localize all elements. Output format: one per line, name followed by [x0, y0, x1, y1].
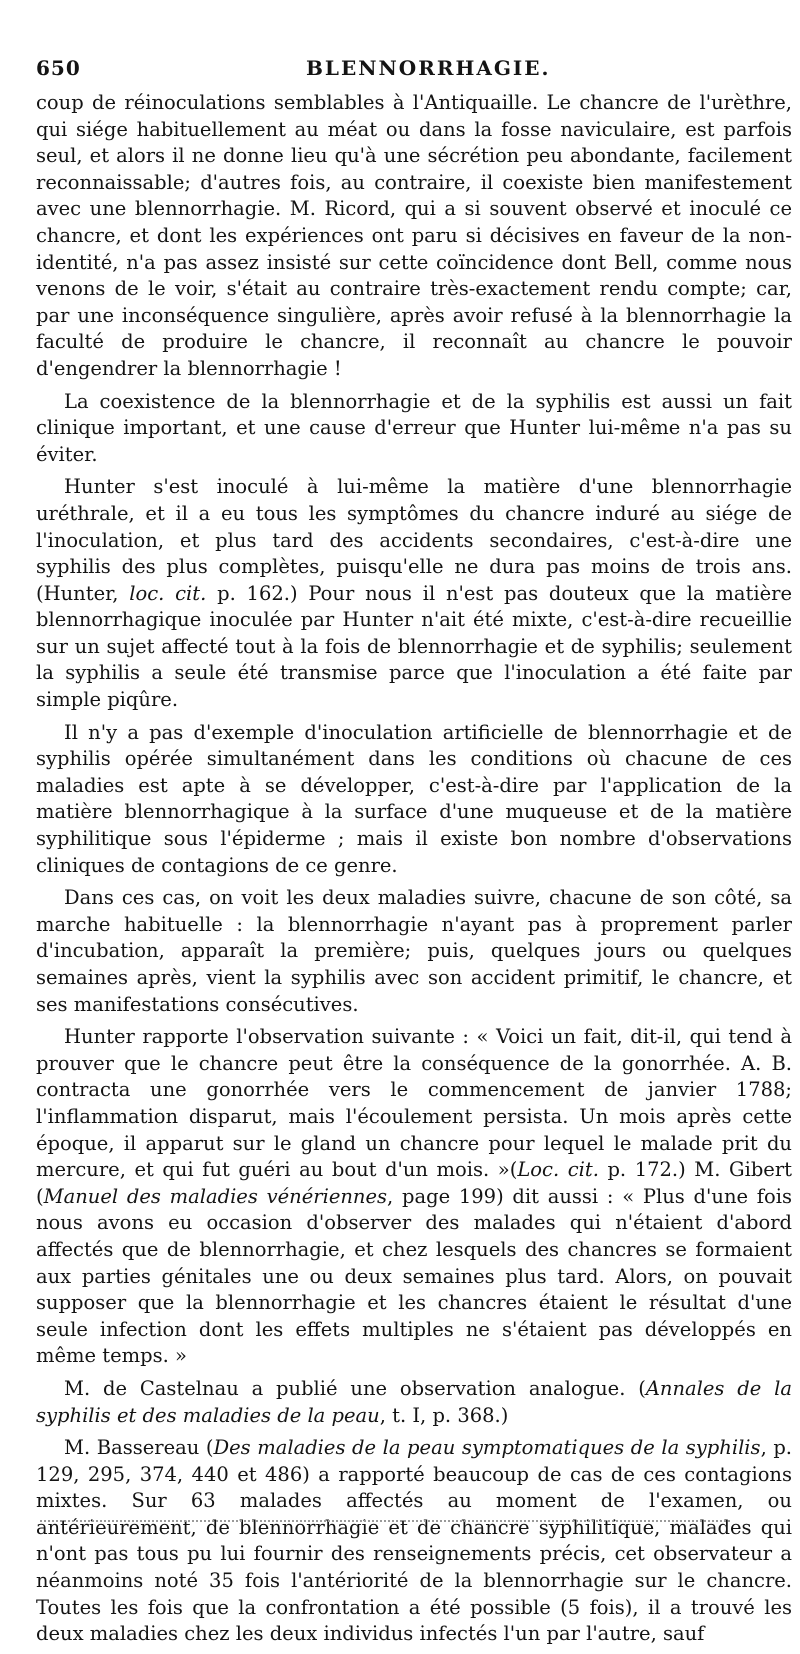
- text-run: p. 172.) M. Gibert (: [36, 1158, 792, 1208]
- page-bottom-scan-marks: [40, 1520, 730, 1522]
- running-header: [36, 56, 792, 90]
- book-page: [36, 56, 792, 1654]
- text-run: p. 162.) Pour nous il n'est pas douteux que la matière blennorrhagique inoculée par Hunter n'ait été mixte, c'est-à-dire recueillie sur un sujet affecté tout à la fois de blennorrhagie et de syphilis; seulement la syphilis a seule été transmise parce que l'inoculation a été faite par simple piqûre.: [36, 581, 792, 712]
- page-number: 650: [36, 56, 81, 80]
- running-title: BLENNORRHAGIE.: [306, 56, 551, 80]
- paragraph: [36, 885, 792, 1018]
- italic-citation: Loc. cit.: [517, 1158, 599, 1182]
- paragraph: [36, 90, 792, 383]
- text-run: , t. I, p. 368.): [379, 1403, 509, 1427]
- paragraph: [36, 1435, 792, 1648]
- italic-citation: Des maladies de la peau symptomatiques de la syphilis: [213, 1436, 761, 1460]
- paragraph: [36, 474, 792, 713]
- text-run: Dans ces cas, on voit les deux maladies suivre, chacune de son côté, sa marche habituelle : la blennorrhagie n'ayant pas à proprement parler d'incubation, apparaît la première; puis, quelques jours ou quelques semaines après, vient la syphilis avec son accident primitif, le chancre, et ses manifestations consécutives.: [36, 886, 792, 1016]
- body-text: [36, 90, 792, 1648]
- text-run: Hunter rapporte l'observation suivante : « Voici un fait, dit-il, qui tend à prouver que le chancre peut être la conséquence de la gonorrhée. A. B. contracta une gonorrhée vers le commencement de janvier 1788; l'inflammation disparut, mais l'écoulement persista. Un mois après cette époque, il apparut sur le gland un chancre pour lequel le malade prit du mercure, et qui fut guéri au bout d'un mois. »(: [36, 1025, 792, 1182]
- text-run: , p. 129, 295, 374, 440 et 486) a rapporté beaucoup de cas de ces contagions mixtes. Sur 63 malades affectés au moment de l'examen, ou antérieurement, de blennorrhagie et de chancre syphilitique, malades qui n'ont pas tous pu lui fournir des renseignements précis, cet observateur a néanmoins noté 35 fois l'antériorité de la blennorrhagie sur le chancre. Toutes les fois que la confrontation a été possible (5 fois), il a trouvé les deux maladies chez les deux individus infectés l'un par l'autre, sauf: [36, 1436, 793, 1646]
- text-run: Hunter s'est inoculé à lui-même la matière d'une blennorrhagie uréthrale, et il a eu tous les symptômes du chancre induré au siége de l'inoculation, et plus tard des accidents secondaires, c'est-à-dire une syphilis des plus complètes, puisqu'elle ne dura pas moins de trois ans. (Hunter,: [36, 475, 792, 605]
- italic-citation: Manuel des maladies vénériennes: [43, 1184, 388, 1208]
- text-run: M. Bassereau (: [64, 1436, 214, 1460]
- italic-citation: loc. cit.: [129, 581, 207, 605]
- text-run: La coexistence de la blennorrhagie et de la syphilis est aussi un fait clinique important, et une cause d'erreur que Hunter lui-même n'a pas su éviter.: [36, 389, 792, 466]
- text-run: , page 199) dit aussi : « Plus d'une fois nous avons eu occasion d'observer des malades qui n'étaient d'abord affectés que de blennorrhagie, et chez lesquels des chancres se formaient aux parties génitales une ou deux semaines plus tard. Alors, on pouvait supposer que la blennorrhagie et les chancres étaient le résultat d'une seule infection dont les effets multiples ne s'étaient pas développés en même temps. »: [36, 1184, 793, 1368]
- paragraph: [36, 1376, 792, 1429]
- paragraph: [36, 1024, 792, 1370]
- text-run: Il n'y a pas d'exemple d'inoculation artificielle de blennorrhagie et de syphilis opérée simultanément dans les conditions où chacune de ces maladies est apte à se développer, c'est-à-dire par l'application de la matière blennorrhagique à la surface d'une muqueuse et de la matière syphilitique sous l'épiderme ; mais il existe bon nombre d'observations cliniques de contagions de ce genre.: [36, 720, 792, 877]
- text-run: coup de réinoculations semblables à l'Antiquaille. Le chancre de l'urèthre, qui siége habituellement au méat ou dans la fosse naviculaire, est parfois seul, et alors il ne donne lieu qu'à une sécrétion peu abondante, facilement reconnaissable; d'autres fois, au contraire, il coexiste bien manifestement avec une blennorrhagie. M. Ricord, qui a si souvent observé et inoculé ce chancre, et dont les expériences ont paru si décisives en faveur de la non-identité, n'a pas assez insisté sur cette coïncidence dont Bell, comme nous venons de le voir, s'était au contraire très-exactement rendu compte; car, par une inconséquence singulière, après avoir refusé à la blennorrhagie la faculté de produire le chancre, il reconnaît au chancre le pouvoir d'engendrer la blennorrhagie !: [36, 91, 792, 380]
- paragraph: [36, 389, 792, 469]
- text-run: M. de Castelnau a publié une observation analogue. (: [64, 1376, 646, 1400]
- italic-citation: Annales de la syphilis et des maladies de la peau: [36, 1376, 792, 1427]
- paragraph: [36, 720, 792, 880]
